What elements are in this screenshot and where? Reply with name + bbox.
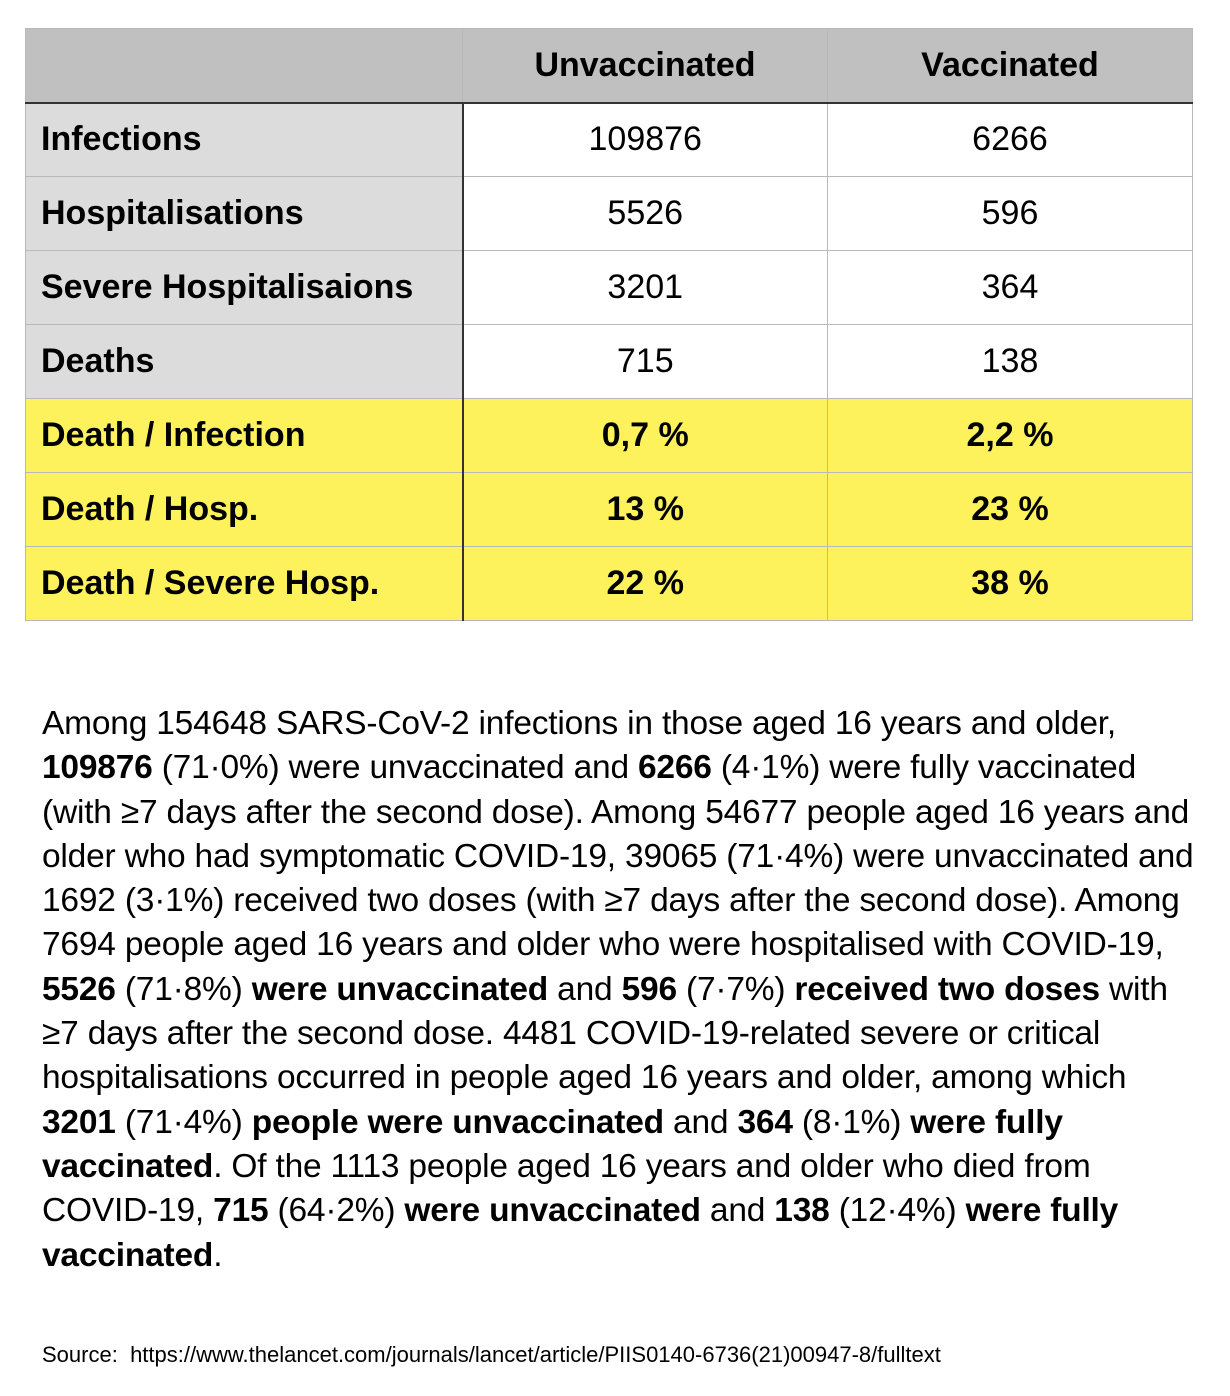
header-vaccinated: Vaccinated — [828, 29, 1193, 103]
header-corner-cell — [26, 29, 463, 103]
quote-text: and — [548, 970, 622, 1008]
quote-text: and — [700, 1192, 775, 1230]
quote-bold: were unvaccinated — [251, 970, 549, 1008]
table-row — [26, 325, 1193, 399]
quote-bold: 138 — [774, 1192, 830, 1230]
row-label: Death / Severe Hosp. — [26, 547, 463, 621]
quote-text: (71·4%) — [115, 1103, 252, 1141]
source-label: Source: — [42, 1342, 118, 1367]
quote-text: . Of the 1113 people aged 16 years and older who died from COVID-19, — [42, 1147, 1091, 1230]
cell-unvaccinated: 22 % — [463, 547, 828, 621]
quote-text: (71·8%) — [115, 970, 252, 1008]
source-line — [42, 1340, 941, 1370]
cell-vaccinated: 6266 — [828, 103, 1193, 177]
highlighted-row — [26, 473, 1193, 547]
highlighted-row — [26, 547, 1193, 621]
row-label: Deaths — [26, 325, 463, 399]
quote-bold: received two doses — [794, 970, 1100, 1008]
table-row — [26, 177, 1193, 251]
row-label: Death / Hosp. — [26, 473, 463, 547]
source-url[interactable]: https://www.thelancet.com/journals/lancet/article/PIIS0140-6736(21)00947-8/fulltext — [130, 1342, 941, 1367]
quote-bold: 364 — [737, 1103, 793, 1141]
cell-vaccinated: 138 — [828, 325, 1193, 399]
cell-unvaccinated: 5526 — [463, 177, 828, 251]
quote-text: (8·1%) — [792, 1103, 911, 1141]
cell-vaccinated: 596 — [828, 177, 1193, 251]
cell-unvaccinated: 0,7 % — [463, 399, 828, 473]
quote-bold: were fully vaccinated — [42, 1103, 1063, 1185]
row-label: Death / Infection — [26, 399, 463, 473]
quote-bold: were unvaccinated — [404, 1192, 701, 1230]
quote-text: (7·7%) — [676, 970, 795, 1008]
quote-bold: 109876 — [42, 749, 153, 787]
quote-bold: 3201 — [42, 1103, 116, 1141]
row-label: Hospitalisations — [26, 177, 463, 251]
comparison-table — [25, 28, 1193, 621]
cell-unvaccinated: 3201 — [463, 251, 828, 325]
quote-bold: people were unvaccinated — [251, 1103, 664, 1141]
cell-vaccinated: 2,2 % — [828, 399, 1193, 473]
row-label: Infections — [26, 103, 463, 177]
quote-bold: 5526 — [42, 970, 116, 1008]
quote-text: (71·0%) were unvaccinated and — [152, 749, 638, 787]
quote-text: Among 154648 SARS-CoV-2 infections in those aged 16 years and older, — [42, 705, 1116, 742]
quote-text: . — [213, 1236, 223, 1274]
table-row — [26, 251, 1193, 325]
quote-bold: 6266 — [638, 749, 712, 787]
quote-text: (4·1%) were fully vaccinated (with ≥7 days after the second dose). Among 54677 people aged 16 years and older who had symptomatic COVID-19, 39065 (71·4%) were unvaccinated and 1692 (3·1%) received two doses (with ≥7 days after the second dose). Among 7694 people aged 16 years and older who were hospitalised with COVID-19, — [42, 749, 1194, 964]
study-quote — [42, 702, 1202, 1278]
quote-text: (64·2%) — [268, 1192, 405, 1230]
quote-bold: 715 — [213, 1192, 269, 1230]
header-unvaccinated: Unvaccinated — [463, 29, 828, 103]
quote-text: (12·4%) — [829, 1192, 966, 1230]
cell-unvaccinated: 715 — [463, 325, 828, 399]
cell-unvaccinated: 13 % — [463, 473, 828, 547]
table-header-row — [26, 29, 1193, 103]
cell-vaccinated: 38 % — [828, 547, 1193, 621]
cell-vaccinated: 23 % — [828, 473, 1193, 547]
quote-bold: 596 — [621, 970, 677, 1008]
highlighted-row — [26, 399, 1193, 473]
quote-bold: were fully vaccinated — [42, 1192, 1119, 1274]
quote-text: with ≥7 days after the second dose. 4481 COVID-19-related severe or critical hospitalisations occurred in people aged 16 years and older, among which — [42, 970, 1168, 1097]
quote-text: and — [663, 1103, 738, 1141]
cell-unvaccinated: 109876 — [463, 103, 828, 177]
table-row — [26, 103, 1193, 177]
row-label: Severe Hospitalisaions — [26, 251, 463, 325]
cell-vaccinated: 364 — [828, 251, 1193, 325]
